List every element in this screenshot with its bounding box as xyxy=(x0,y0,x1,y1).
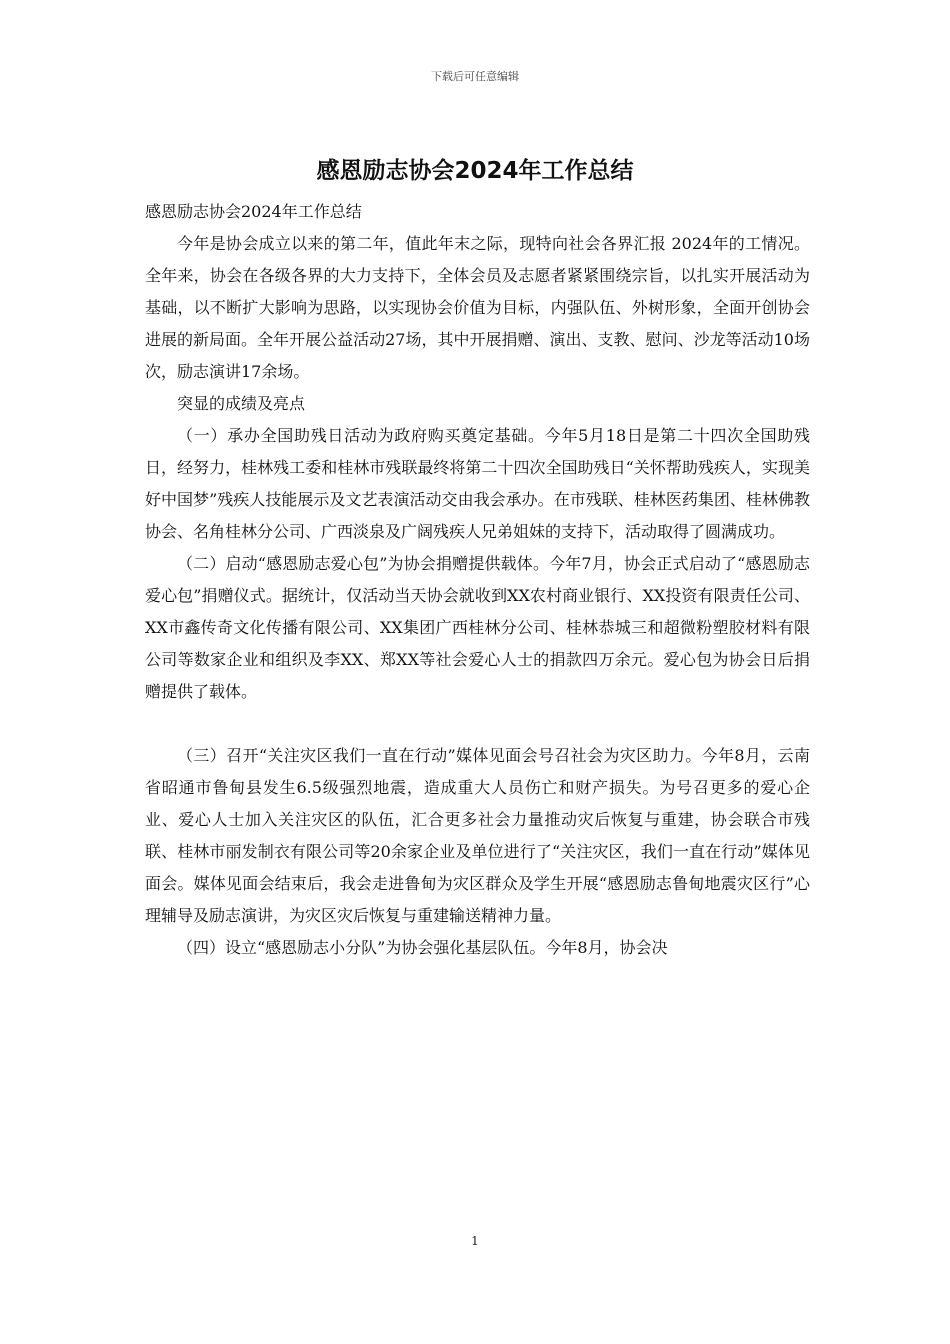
item-3-paragraph: （三）召开“关注灾区我们一直在行动”媒体见面会号召社会为灾区助力。今年8月，云南省昭通市鲁甸县发生6.5级强烈地震，造成重大人员伤亡和财产损失。为号召更多的爱心企业、爱心人士加入关注灾区的队伍，汇合更多社会力量推动灾后恢复与重建，协会联合市残联、桂林市丽发制衣有限公司等20余家企业及单位进行了“关注灾区，我们一直在行动”媒体见面会。媒体见面会结束后，我会走进鲁甸为灾区群众及学生开展“感恩励志鲁甸地震灾区行”心理辅导及励志演讲，为灾区灾后恢复与重建输送精神力量。 xyxy=(145,746,810,925)
intro-paragraph: 今年是协会成立以来的第二年，值此年末之际，现特向社会各界汇报 2024年的工情况。全年来，协会在各级各界的大力支持下，全体会员及志愿者紧紧围绕宗旨，以扎实开展活动为基础，以不断扩大影响为思路，以实现协会价值为目标，内强队伍、外树形象，全面开创协会进展的新局面。全年开展公益活动27场，其中开展捐赠、演出、支教、慰问、沙龙等活动10场次，励志演讲17余场。 xyxy=(145,234,810,381)
document-title: 感恩励志协会2024年工作总结 xyxy=(316,158,634,184)
item-1-paragraph: （一）承办全国助残日活动为政府购买奠定基础。今年5月18日是第二十四次全国助残日，经努力，桂林残工委和桂林市残联最终将第二十四次全国助残日“关怀帮助残疾人，实现美好中国梦”残疾人技能展示及文艺表演活动交由我会承办。在市残联、桂林医药集团、桂林佛教协会、名角桂林分公司、广西淡泉及广阔残疾人兄弟姐妹的支持下，活动取得了圆满成功。 xyxy=(145,426,810,541)
item-2-paragraph: （二）启动“感恩励志爱心包”为协会捐赠提供载体。今年7月，协会正式启动了“感恩励志爱心包”捐赠仪式。据统计，仅活动当天协会就收到XX农村商业银行、XX投资有限责任公司、XX市鑫传奇文化传播有限公司、XX集团广西桂林分公司、桂林恭城三和超微粉塑胶材料有限公司等数家企业和组织及李XX、郑XX等社会爱心人士的捐款四万余元。爱心包为协会日后捐赠提供了载体。 xyxy=(145,554,810,701)
header-note: 下载后可任意编辑 xyxy=(431,70,519,83)
paragraph-gap xyxy=(145,708,810,740)
section-heading: 突显的成绩及亮点 xyxy=(177,394,306,413)
document-body xyxy=(145,196,810,964)
page-number: 1 xyxy=(471,1234,479,1248)
subtitle-line: 感恩励志协会2024年工作总结 xyxy=(145,202,362,221)
item-4-paragraph: （四）设立“感恩励志小分队”为协会强化基层队伍。今年8月，协会决 xyxy=(177,938,668,957)
